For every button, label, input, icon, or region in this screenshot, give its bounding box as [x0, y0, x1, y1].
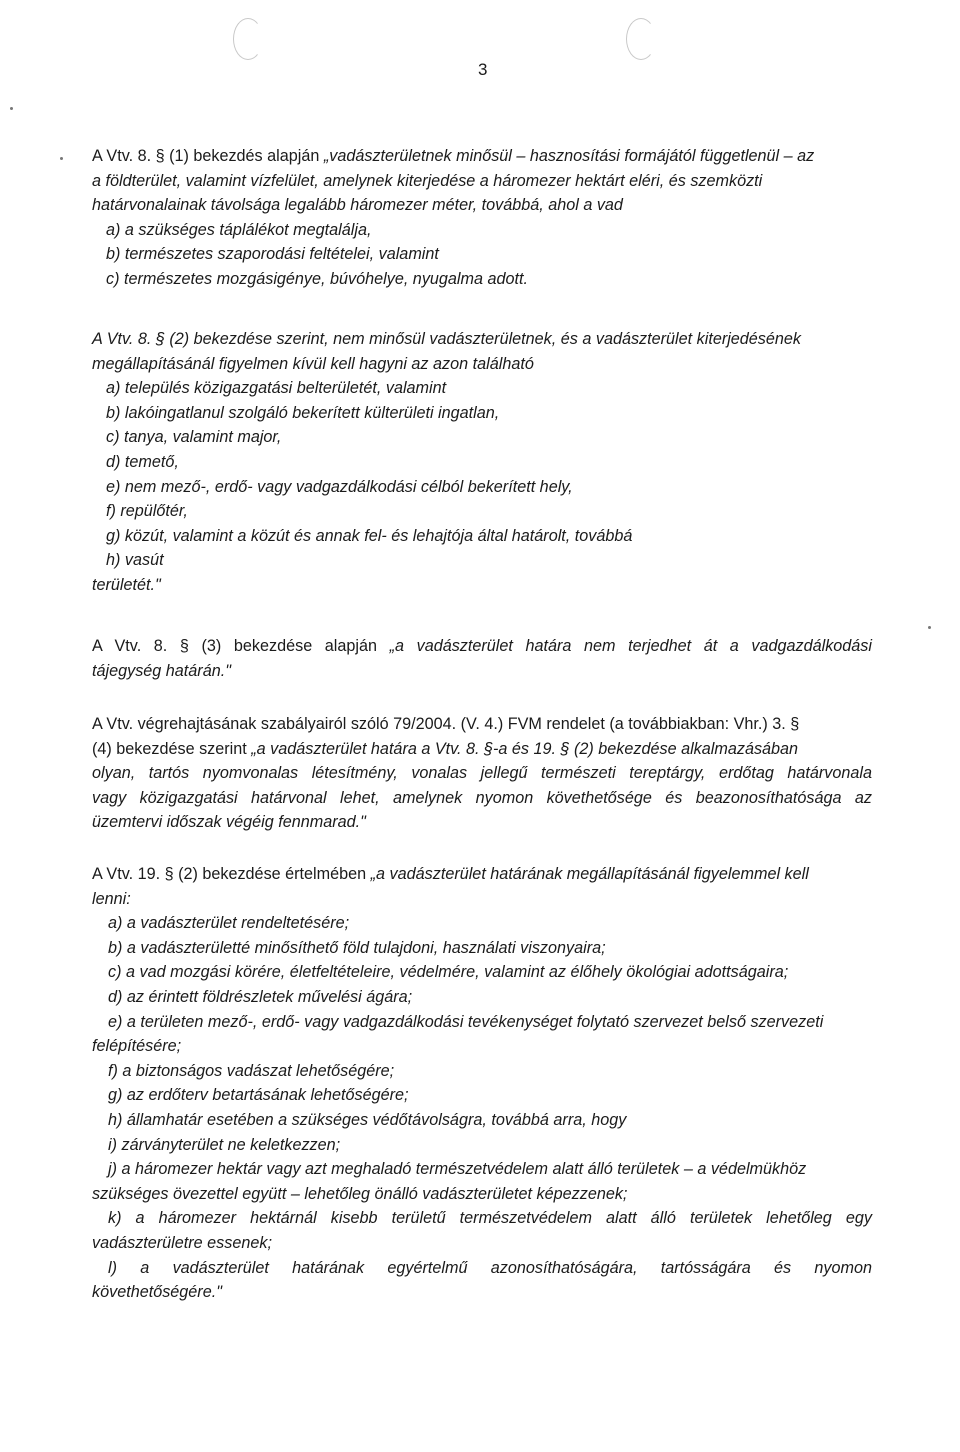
list-item: a) a vadászterület rendeltetésére;	[108, 914, 350, 933]
paragraph-line	[92, 144, 872, 169]
list-item: h) államhatár esetében a szükséges védőtávolságra, továbbá arra, hogy	[108, 1110, 627, 1129]
citation-lead: A Vtv. 19. § (2) bekezdése értelmében	[92, 865, 371, 883]
list-item: c) természetes mozgásigénye, búvóhelye, nyugalma adott.	[106, 269, 528, 288]
quoted-text: „vadászterületnek minősül – hasznosítási formájától függetlenül – az	[323, 147, 815, 165]
list-item: a) település közigazgatási belterületét, valamint	[106, 379, 447, 398]
citation-lead: (4) bekezdése szerint	[92, 739, 252, 758]
page-number: 3	[478, 60, 488, 79]
paragraph-line: megállapításánál figyelmen kívül kell hagyni az azon található	[92, 354, 534, 373]
list-item: e) a területen mező-, erdő- vagy vadgazdálkodási tevékenységet folytató szervezet belső szervezeti	[108, 1012, 824, 1031]
list-item: k) a háromezer hektárnál kisebb területű természetvédelem alatt álló területek lehetőleg egy	[108, 1209, 872, 1228]
section-vtv-19-2	[92, 862, 872, 1305]
scan-speck	[928, 626, 931, 629]
paragraph-line: tájegység határán."	[92, 661, 231, 680]
list-item-continuation: szükséges övezettel együtt – lehetőleg önálló vadászterületet képezzenek;	[92, 1184, 628, 1203]
punch-hole-mark	[626, 18, 656, 60]
quoted-text: „a vadászterület határa nem terjedhet át a vadgazdálkodási	[389, 637, 872, 655]
paragraph-line	[92, 862, 872, 887]
list-item-continuation: követhetőségére."	[92, 1283, 222, 1302]
citation-lead: A Vtv. 8. § (1) bekezdés alapján	[92, 147, 324, 165]
paragraph-line: területét."	[92, 575, 161, 594]
list-item-continuation: vadászterületre essenek;	[92, 1233, 272, 1252]
list-item: c) tanya, valamint major,	[106, 428, 282, 447]
section-vhr-3-4	[92, 712, 872, 835]
list-item: b) természetes szaporodási feltételei, valamint	[106, 245, 439, 264]
list-item: f) a biztonságos vadászat lehetőségére;	[108, 1061, 395, 1080]
section-vtv-8-1	[92, 144, 872, 292]
paragraph-line: A Vtv. 8. § (2) bekezdése szerint, nem minősül vadászterületnek, és a vadászterület kiterjedésének	[92, 330, 802, 348]
list-item: a) a szükséges táplálékot megtalálja,	[106, 220, 372, 239]
citation-lead: A Vtv. 8. § (3) bekezdése alapján	[92, 637, 390, 655]
list-item: h) vasút	[106, 551, 164, 570]
list-item: j) a háromezer hektár vagy azt meghaladó természetvédelem alatt álló területek – a védelmükhöz	[108, 1160, 807, 1179]
paragraph-line	[92, 737, 872, 762]
scan-speck	[60, 157, 63, 160]
paragraph-line	[92, 634, 872, 659]
paragraph-line: A Vtv. végrehajtásának szabályairól szóló 79/2004. (V. 4.) FVM rendelet (a továbbiakban: Vhr.) 3. §	[92, 715, 800, 733]
list-item: e) nem mező-, erdő- vagy vadgazdálkodási célból bekerített hely,	[106, 477, 573, 496]
paragraph-line: vagy közigazgatási határvonal lehet, amelynek nyomon követhetősége és beazonosíthatósága az	[92, 788, 872, 807]
paragraph-line: olyan, tartós nyomvonalas létesítmény, vonalas jellegű természeti tereptárgy, erdőtag határvonala	[92, 764, 872, 783]
list-item: g) közút, valamint a közút és annak fel- és lehajtója által határolt, továbbá	[106, 526, 633, 545]
list-item: d) temető,	[106, 452, 179, 471]
list-item: l) a vadászterület határának egyértelmű azonosíthatóságára, tartósságára és nyomon	[108, 1258, 872, 1277]
list-item: d) az érintett földrészletek művelési ágára;	[108, 987, 413, 1006]
punch-hole-mark	[233, 18, 263, 60]
scan-speck	[10, 107, 13, 110]
quoted-text: „a vadászterület határának megállapításánál figyelemmel kell	[370, 865, 809, 883]
list-item: b) a vadászterületté minősíthető föld tulajdoni, használati viszonyaira;	[108, 938, 606, 957]
paragraph-line: a földterület, valamint vízfelület, amelynek kiterjedése a háromezer hektárt eléri, és szemközti	[92, 171, 763, 190]
paragraph-line: határvonalainak távolsága legalább háromezer méter, továbbá, ahol a vad	[92, 196, 623, 215]
list-item: g) az erdőterv betartásának lehetőségére;	[108, 1086, 409, 1105]
list-item: f) repülőtér,	[106, 502, 188, 521]
list-item-continuation: felépítésére;	[92, 1037, 182, 1056]
quoted-text: „a vadászterület határa a Vtv. 8. §-a és 19. § (2) bekezdése alkalmazásában	[251, 739, 799, 758]
section-vtv-8-2	[92, 327, 872, 598]
list-item: b) lakóingatlanul szolgáló bekerített külterületi ingatlan,	[106, 403, 500, 422]
paragraph-line: lenni:	[92, 889, 131, 908]
section-vtv-8-3	[92, 634, 872, 683]
paragraph-line: üzemtervi időszak végéig fennmarad."	[92, 813, 366, 832]
list-item: i) zárványterület ne keletkezzen;	[108, 1135, 341, 1154]
list-item: c) a vad mozgási körére, életfeltételeire, védelmére, valamint az élőhely ökológiai adottságaira;	[108, 963, 789, 982]
